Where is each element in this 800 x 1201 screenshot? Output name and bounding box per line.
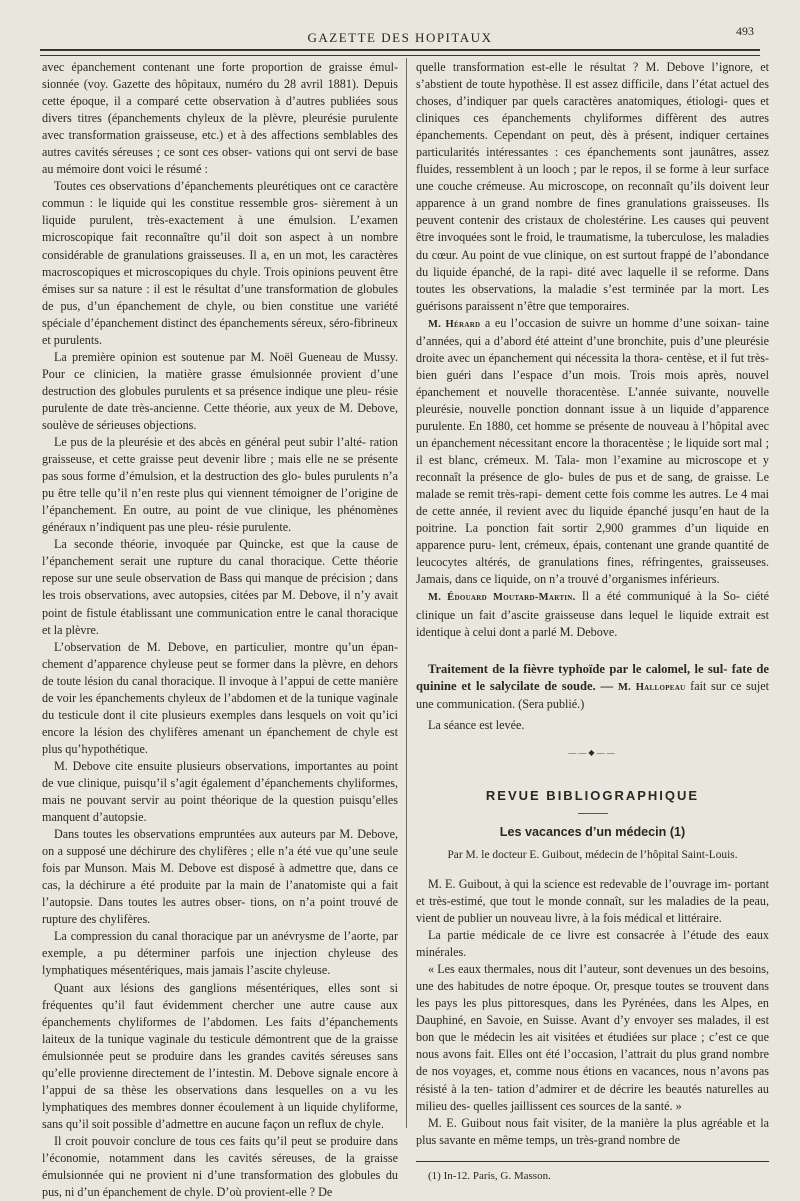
moutard-paragraph [416,588,769,640]
paragraph: Il croit pouvoir conclure de tous ces faits qu’il peut se produire dans l’économie, notamment dans les cavités séreuses, de la graisse émulsionnée qui ne provient ni d’une transformation des globules du pus, ni d’un épanchement de chyle. D’où provient-elle ? De [42,1133,398,1200]
running-title: GAZETTE DES HOPITAUX [307,30,493,45]
paragraph: M. Debove cite ensuite plusieurs observations, importantes au point de vue clinique, puisqu’il s’agit également d’épanchements chyliformes, mais ne pouvant servir au point théorique de la question puisqu’elles manquent d’autopsie. [42,758,398,825]
paragraph: La compression du canal thoracique par un anévrysme de l’aorte, par exemple, a pu déterminer parfois une injection chyleuse des lymphatiques mésentériques, mais jamais l’ascite chyleuse. [42,929,398,978]
section-title: REVUE BIBLIOGRAPHIQUE [485,787,700,803]
paragraph: quelle transformation est-elle le résultat ? M. Debove l’ignore, et s’abstient de toute hypothèse. Il est assez difficile, dans l’état actuel des choses, d’indiquer par quels caractères anatomiques, étiologi- ques et cliniques ces épanchements chyliformes diffèrent des autres épanchements. Cependant on peut, dès à présent, indiquer certaines particularités intéressantes : ces épanchements sont jaunâtres, assez fluides, ressemblent à un looch ; par le repos, il se forme à leur surface une couche crémeuse. Au microscope, on reconnaît qu’ils doivent leur apparence à un grand nombre de fines granulations graisseuses. Ils peuvent contenir des cristaux de cholestérine. Les causes qui peuvent être invoquées sont le froid, le traumatisme, la tuberculose, les maladies du cœur. Au point de vue clinique, on est surtout frappé de l’abondance du liquide épanché, de la rapi- dité avec laquelle il se reforme. Dans toutes les observations, la maladie s’est terminée par la mort. Les guérisons paraissent n’être que temporaires. [416,60,769,313]
speaker-text: a eu l’occasion de suivre un homme d’une soixan- taine d’années, qui a d’abord été atteint d’une bronchite, puis d’une pleurésie droite avec un épanchement qui nécessita la thora- centèse, et il fut très-bien guéri dans l’espace d’un mois. Trois mois après, nouvel épanchement et nouvelle thoracentèse. L’année suivante, nouvelle pleurésie, nouvelle ponction donnant issue à un liquide d’apparence purulente. En 1880, cet homme se présente de nouveau à l’hôpital avec un épanchement nécessitant encore la thoracentèse ; le liquide sort mal ; il est blanc, crémeux. M. Tala- mon l’examine au microscope et y reconnaît la présence de glo- bules de pus et de sang, de graisse. Le malade se remit très-rapi- dement cette fois comme les autres. Le 4 mai de cette année, il revient avec du liquide épanché jusqu’en haut de la poitrine. La ponction fait sortir 2,900 grammes d’un liquide en apparence puru- lent, crémeux, épais, contenant une grande quantité de leucocytes altérés, de granulations fines, réfringentes, graisseuses. Jamais, dans ce liquide, on n’a trouvé d’organismes inférieurs. [416,315,769,587]
traitement-paragraph [416,661,769,713]
left-column [42,59,398,1201]
review-author: Par M. le docteur E. Guibout, médecin de l’hôpital Saint-Louis. [447,848,738,861]
herard-paragraph [416,315,769,589]
header-rule-thick [40,49,760,51]
paragraph: Toutes ces observations d’épanchements pleurétiques ont ce caractère commun : le liquide qui les constitue ressemble gros- sièrement à un liquide purulent, très-exactement à une émulsion. L’examen microscopique fait reconnaître qu’il doit son aspect à un nombre considérable de granulations graisseuses. Il a, en un mot, les caractères macroscopiques et microscopiques du chyle. Trois opinions peuvent être émises sur sa nature : il est le résultat d’une transformation de globules de pus, d’un épanchement de chyle, ou bien constitue une variété spéciale d’épanchement distinct des épanchements séreux, séro-fibrineux et purulents. [42,179,398,347]
review-paragraph: M. E. Guibout, à qui la science est redevable de l’ouvrage im- portant et très-estimé, que tout le monde connaît, sur les maladies de la peau, vient de publier un nouveau livre, à la fois médical et littéraire. [416,876,769,926]
paragraph: Quant aux lésions des ganglions mésentériques, elles sont si fréquentes qu’il faut évidemment chercher une autre cause aux épanchements chyliformes de l’abdomen. Les faits d’épanchements laiteux de la tunique vaginale du testicule démontrent que de la graisse émulsionnée peut se produire dans les grandes cavités séreuses sans qu’elle provienne directement de l’intestin. M. Debove signale encore à l’appui de sa thèse les observations dans lesquelles on a vu les lymphatiques des membres donner écoulement à un liquide chyliforme, sans qu’il soit possible d’admettre en aucune façon un reflux de chyle. [42,980,398,1131]
paragraph: avec épanchement contenant une forte proportion de graisse émul- sionnée (voy. Gazette des hôpitaux, numéro du 28 avril 1881). Depuis cette époque, il a comparé cette observation à d’autres publiées sous divers titres (épanchements chyleux de la plèvre, pleurésie purulente avec transformation graisseuse, etc.) et à des affections semblables des autres cavités séreuses ; ce sont ces obser- vations qui ont servi de base au mémoire dont voici le résumé : [42,60,398,177]
paragraph: Dans toutes les observations empruntées aux auteurs par M. Debove, on a supposé une déchirure des chylifères ; elle n’a été vue qu’une seule fois par Munson. Mais M. Debove est disposé à admettre que, dans ce cas, la déchirure a été produite par la main de l’anatomiste qui a fait l’autopsie. Dans toutes les autres obser- tions, on n’a point trouvé de rupture des chylifères. [42,827,398,927]
review-paragraph: La partie médicale de ce livre est consacrée à l’étude des eaux minérales. [416,928,769,960]
right-column [416,59,769,1185]
footnote: (1) In-12. Paris, G. Masson. [428,1169,551,1182]
footnote-rule [416,1161,769,1162]
section-rule [578,813,608,814]
paragraph: Le pus de la pleurésie et des abcès en général peut subir l’alté- ration graisseuse, et cette graisse peut devenir libre ; mais elle ne se présente pas sous forme d’émulsion, et la destruction des glo- bules purulents n’a pu être telle qu’il n’en reste plus qui viennent témoigner de l’origine de l’épanchement. En outre, au point de vue clinique, les phénomènes généraux n’indiquent pas une pleu- résie purulente. [42,435,398,535]
speaker-name: M. Édouard Moutard-Martin. [428,592,576,604]
communication-title: Traitement de la fièvre typhoïde par le calomel, le sul- fate de quinine et le salycilate de soude. — [416,661,769,693]
paragraph: La seconde théorie, invoquée par Quincke, est que la cause de l’épanchement serait une rupture du canal thoracique. Cette théorie repose sur une seule observation de Bass qui manque de précision ; dans les trois observations, avec autopsies, citées par M. Debove, il n’y avait point de fistule établissant une communication entre le canal thoracique et la plèvre. [42,537,398,637]
header-rule-thin [40,55,760,56]
speaker-text: fait sur ce sujet une communication. (Sera publié.) [416,678,769,711]
closing-line: La séance est levée. [428,717,525,732]
separator-ornament: ——◆—— [568,747,617,757]
review-paragraph: « Les eaux thermales, nous dit l’auteur, sont devenues un des besoins, une des habitudes de notre époque. Or, presque toutes se trouvent dans les pays les plus pittoresques, dans les Pyrénées, dans les Alpes, en Dauphiné, en Savoie, en Suisse. Avant d’y envoyer ses malades, il est bon que le médecin les ait visitées et étudiées sur place ; c’est ce que nous avons fait. Elles ont été l’occasion, l’attrait du plus grand nombre de nos voyages, et, comme nous étions en vacances, nous n’avons pas résisté à la ten- tation d’admirer et de décrire les beautés naturelles au milieu des- quelles jaillissent ces sources de la santé. » [416,962,769,1113]
review-paragraph: M. E. Guibout nous fait visiter, de la manière la plus agréable et la plus savante en même temps, un très-grand nombre de [416,1115,769,1147]
speaker-name: M. Hérard [428,318,481,330]
speaker-name: M. Hallopeau [617,681,686,693]
page-number: 493 [736,24,754,38]
speaker-text: Il a été communiqué à la So- ciété clinique un fait d’ascite graisseuse dans lequel le liquide extrait est identique à celui dont a parlé M. Debove. [416,589,769,639]
paragraph: La première opinion est soutenue par M. Noël Gueneau de Mussy. Pour ce clinicien, la matière grasse émulsionnée provient d’une destruction des globules purulents et sa présence indique une pleu- résie purulente de date très-ancienne. Cette théorie, aux yeux de M. Debove, soulève de sérieuses objections. [42,349,398,432]
review-title: Les vacances d’un médecin (1) [499,824,686,839]
paragraph: L’observation de M. Debove, en particulier, montre qu’un épan- chement d’apparence chyleuse peut se former dans la plèvre, en dehors de toute lésion du canal thoracique. Il invoque à l’appui de cette manière de voir les épanchements chyleux de l’abdomen et de la tunique vaginale du testicule dont il cite plusieurs exemples dans lesquels on voit qu’ici encore la lésion des chylifères amenant un épanchement de chyle est plus qu’hypothétique. [42,639,398,756]
column-divider [406,58,407,1128]
